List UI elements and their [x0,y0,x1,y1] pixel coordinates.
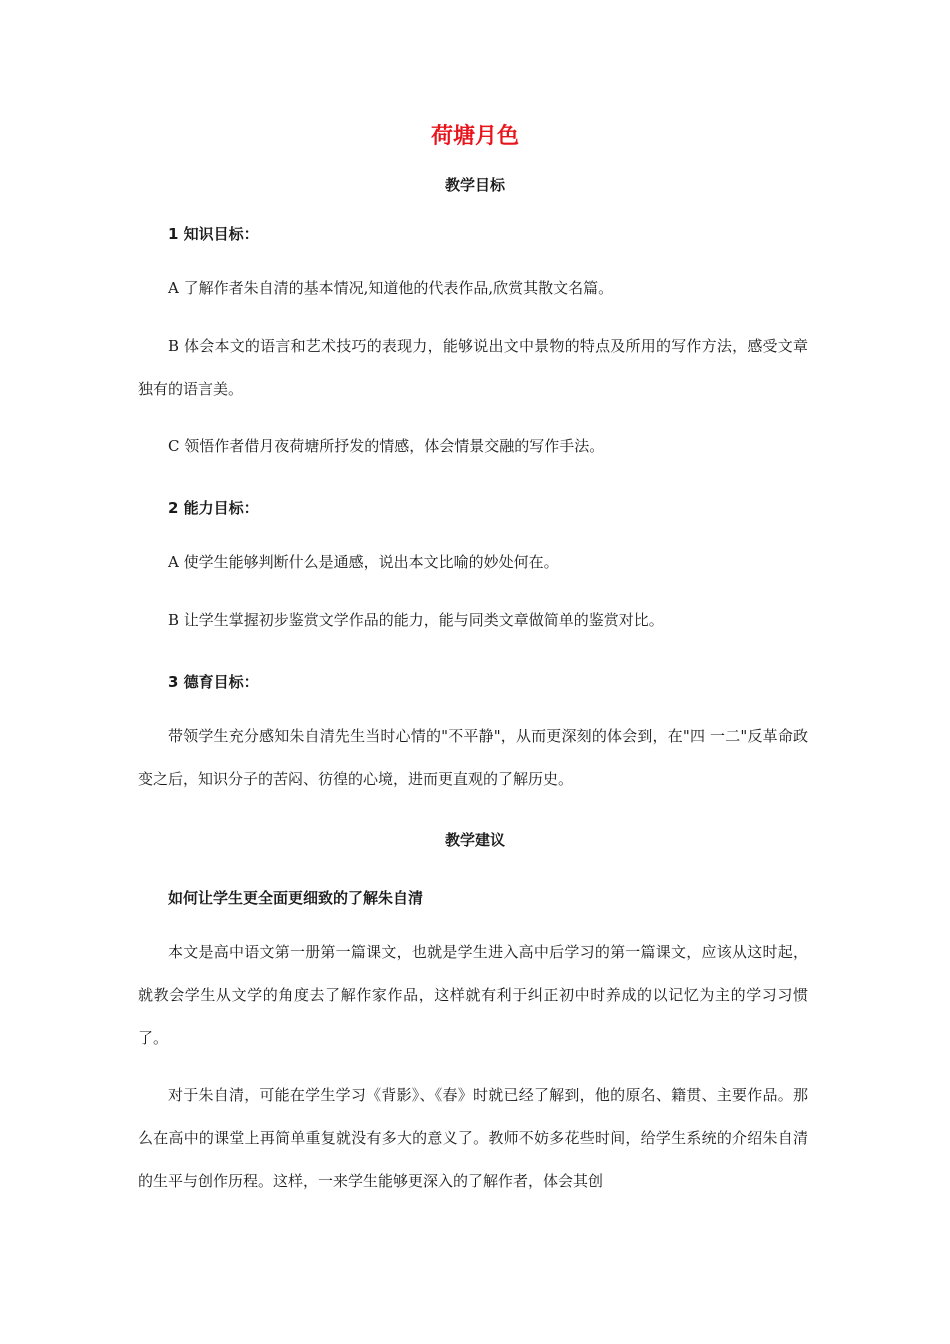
paragraph-intro: 本文是高中语文第一册第一篇课文，也就是学生进入高中后学习的第一篇课文，应该从这时起，就教会学生从文学的角度去了解作家作品，这样就有利于纠正初中时养成的以记忆为主的学习习惯了。 [138,943,808,1047]
knowledge-goals-heading: 1 知识目标： [168,225,259,243]
moral-goal-text: 带领学生充分感知朱自清先生当时心情的"不平静"，从而更深刻的体会到，在"四 一二"反革命政变之后，知识分子的苦闷、彷徨的心境，进而更直观的了解历史。 [138,727,808,788]
knowledge-goal-a: A 了解作者朱自清的基本情况,知道他的代表作品,欣赏其散文名篇。 [168,279,614,297]
ability-goals-heading: 2 能力目标： [168,499,259,517]
knowledge-goal-c: C 领悟作者借月夜荷塘所抒发的情感，体会情景交融的写作手法。 [168,437,605,455]
paragraph-about-author: 对于朱自清，可能在学生学习《背影》、《春》时就已经了解到，他的原名、籍贯、主要作品。那么在高中的课堂上再简单重复就没有多大的意义了。教师不妨多花些时间，给学生系统的介绍朱自清的生平与创作历程。这样，一来学生能够更深入的了解作者，体会其创 [138,1086,808,1190]
moral-goals-heading: 3 德育目标： [168,673,259,691]
subheading-understand-zhu-ziqing: 如何让学生更全面更细致的了解朱自清 [168,889,424,907]
ability-goal-b: B 让学生掌握初步鉴赏文学作品的能力，能与同类文章做简单的鉴赏对比。 [168,611,664,629]
section-heading-teaching-goals: 教学目标 [444,176,505,194]
section-heading-teaching-suggestions: 教学建议 [444,831,505,849]
ability-goal-a: A 使学生能够判断什么是通感，说出本文比喻的妙处何在。 [168,553,559,571]
document-title: 荷塘月色 [430,124,519,149]
knowledge-goal-b: B 体会本文的语言和艺术技巧的表现力，能够说出文中景物的特点及所用的写作方法，感受文章独有的语言美。 [138,337,808,398]
